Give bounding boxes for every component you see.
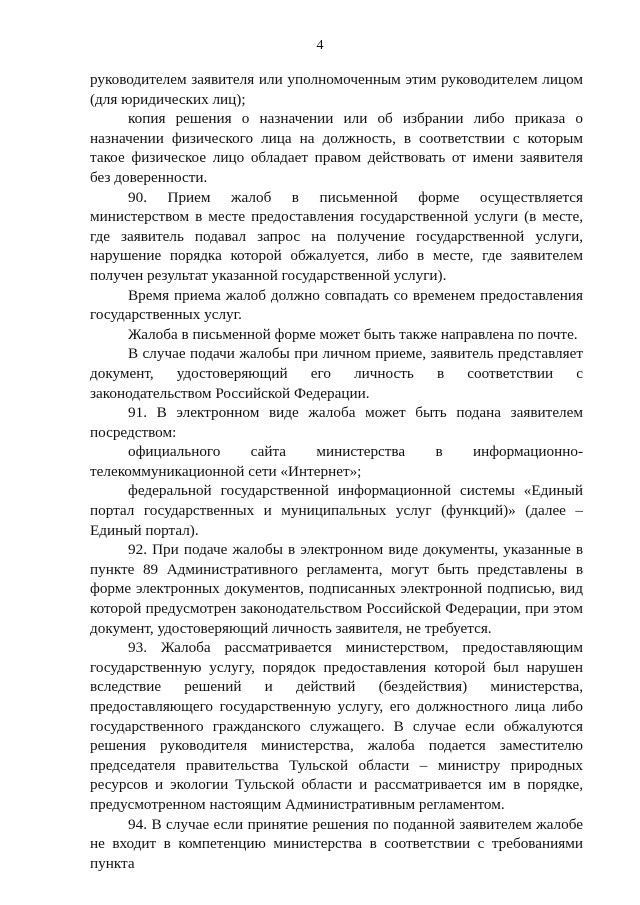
document-body	[90, 70, 583, 873]
paragraph: Жалоба в письменной форме может быть также направлена по почте.	[128, 325, 578, 343]
paragraph: 93. Жалоба рассматривается министерством, предоставляющим государственную услугу, порядок предоставления которой был нарушен вследствие решений и действий (бездействия) министерства, предоставляющего государственную услугу, его должностного лица либо государственного гражданского служащего. В случае если обжалуются решения руководителя министерства, жалоба подается заместителю председателя правительства Тульской области – министру природных ресурсов и экологии Тульской области и рассматривается им в порядке, предусмотренном настоящим Административным регламентом.	[90, 639, 583, 813]
paragraph: 91. В электронном виде жалоба может быть подана заявителем посредством:	[90, 404, 583, 441]
page-number: 4	[316, 38, 324, 53]
paragraph: руководителем заявителя или уполномоченным этим руководителем лицом (для юридических лиц);	[90, 71, 583, 108]
paragraph: 92. При подаче жалобы в электронном виде документы, указанные в пункте 89 Административного регламента, могут быть представлены в форме электронных документов, подписанных электронной подписью, вид которой предусмотрен законодательством Российской Федерации, при этом документ, удостоверяющий личность заявителя, не требуется.	[90, 541, 583, 637]
paragraph: В случае подачи жалобы при личном приеме, заявитель представляет документ, удостоверяющий его личность в соответствии с законодательством Российской Федерации.	[90, 345, 583, 402]
paragraph: официального сайта министерства в информационно-телекоммуникационной сети «Интернет»;	[90, 443, 583, 480]
paragraph: копия решения о назначении или об избрании либо приказа о назначении физического лица на должность, в соответствии с которым такое физическое лицо обладает правом действовать от имени заявителя без доверенности.	[90, 110, 583, 186]
paragraph: федеральной государственной информационной системы «Единый портал государственных и муниципальных услуг (функций)» (далее – Единый портал).	[90, 482, 583, 539]
paragraph: Время приема жалоб должно совпадать со временем предоставления государственных услуг.	[90, 286, 583, 324]
paragraph: 90. Прием жалоб в письменной форме осуществляется министерством в месте предоставления государственной услуги (в месте, где заявитель подавал запрос на получение государственной услуги, нарушение порядка которой обжалуется, либо в месте, где заявителем получен результат указанной государственной услуги).	[90, 188, 583, 284]
paragraph: 94. В случае если принятие решения по поданной заявителем жалобе не входит в компетенцию министерства в соответствии с требованиями пункта	[90, 815, 583, 872]
